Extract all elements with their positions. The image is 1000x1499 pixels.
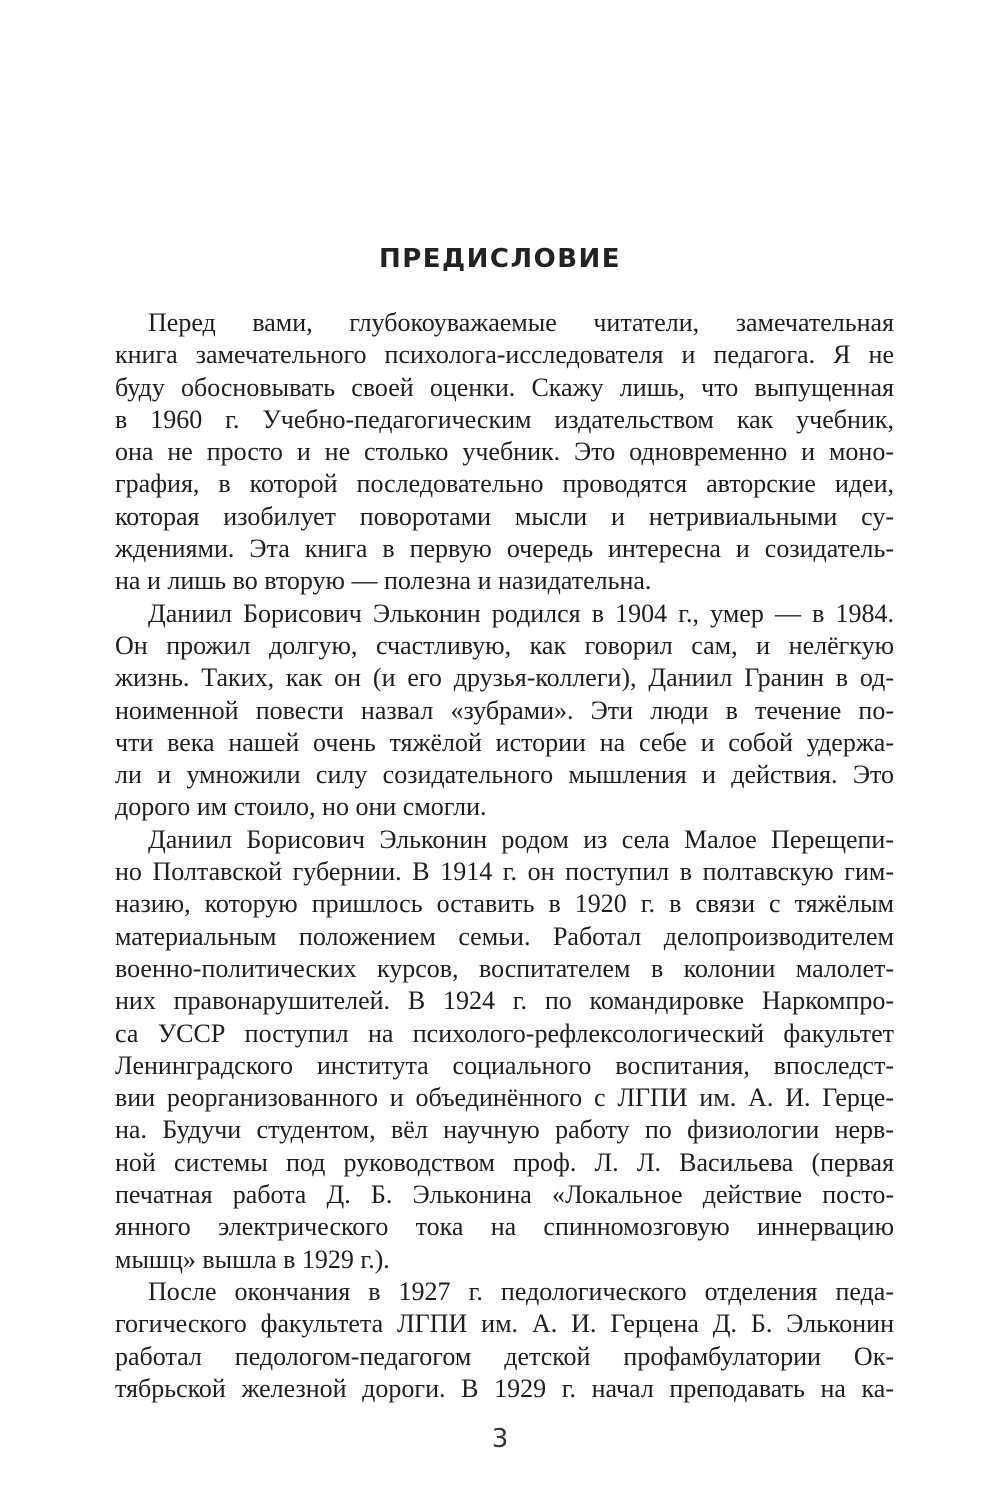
paragraph [115, 824, 894, 1276]
text-line: военно-политических курсов, воспитателем в колонии малолет- [115, 953, 894, 983]
text-line: ждениями. Эта книга в первую очередь интересна и созидатель- [115, 534, 894, 564]
text-line: тябрьской железной дороги. В 1929 г. начал преподавать на ка- [115, 1373, 894, 1403]
body-text [115, 307, 894, 1405]
text-line: Перед вами, глубокоуважаемые читатели, замечательная [148, 308, 894, 337]
text-line: графия, в которой последовательно проводятся авторские идеи, [115, 469, 894, 499]
text-line: но Полтавской губернии. В 1914 г. он поступил в полтавскую гим- [115, 857, 894, 887]
text-line: в 1960 г. Учебно-педагогическим издательством как учебник, [115, 404, 894, 434]
text-line: Даниил Борисович Эльконин родился в 1904 г., умер — в 1984. [148, 598, 894, 628]
text-line: янного электрического тока на спинномозговую иннервацию [115, 1212, 894, 1242]
text-line: Он прожил долгую, счастливую, как говорил сам, и нелёгкую [115, 630, 894, 660]
text-line: материальным положением семьи. Работал делопроизводителем [115, 921, 894, 951]
text-line: ли и умножили силу созидательного мышления и действия. Это [115, 760, 894, 790]
text-line: После окончания в 1927 г. педологического отделения педа- [148, 1276, 894, 1306]
text-line: на и лишь во вторую — полезна и назидательна. [115, 566, 652, 596]
text-line: она не просто и не столько учебник. Это одновременно и моно- [115, 437, 894, 467]
text-line: на. Будучи студентом, вёл научную работу по физиологии нерв- [115, 1115, 894, 1145]
text-line: печатная работа Д. Б. Эльконина «Локальное действие посто- [115, 1180, 894, 1210]
text-line: вии реорганизованного и объединённого с ЛГПИ им. А. И. Герце- [115, 1083, 894, 1113]
text-line: работал педологом-педагогом детской профамбулатории Ок- [115, 1341, 894, 1371]
text-line: них правонарушителей. В 1924 г. по командировке Наркомпро- [115, 986, 894, 1016]
paragraph [115, 1276, 894, 1405]
text-line: Даниил Борисович Эльконин родом из села Малое Перещепи- [148, 824, 894, 854]
text-line: книга замечательного психолога-исследователя и педагога. Я не [115, 340, 894, 370]
text-line: са УССР поступил на психолого-рефлексологический факультет [115, 1018, 894, 1048]
text-line: ной системы под руководством проф. Л. Л. Васильева (первая [115, 1147, 894, 1177]
text-line: которая изобилует поворотами мысли и нетривиальными су- [115, 501, 894, 531]
page-number: 3 [491, 1424, 509, 1454]
text-line: назию, которую пришлось оставить в 1920 г. в связи с тяжёлым [115, 889, 894, 919]
paragraph [115, 307, 894, 598]
text-line: жизнь. Таких, как он (и его друзья-коллеги), Даниил Гранин в од- [115, 663, 894, 693]
text-line: гогического факультета ЛГПИ им. А. И. Герцена Д. Б. Эльконин [115, 1309, 894, 1339]
text-line: мышц» вышла в 1929 г.). [115, 1244, 390, 1274]
text-line: дорого им стоило, но они смогли. [115, 792, 487, 822]
paragraph [115, 598, 894, 824]
text-line: Ленинградского института социального воспитания, впоследст- [115, 1050, 894, 1080]
chapter-title: ПРЕДИСЛОВИЕ [378, 244, 622, 274]
text-line: буду обосновывать своей оценки. Скажу лишь, что выпущенная [115, 372, 894, 402]
text-line: ноименной повести назвал «зубрами». Эти люди в течение по- [115, 695, 894, 725]
text-line: чти века нашей очень тяжёлой истории на себе и собой удержа- [115, 727, 894, 757]
